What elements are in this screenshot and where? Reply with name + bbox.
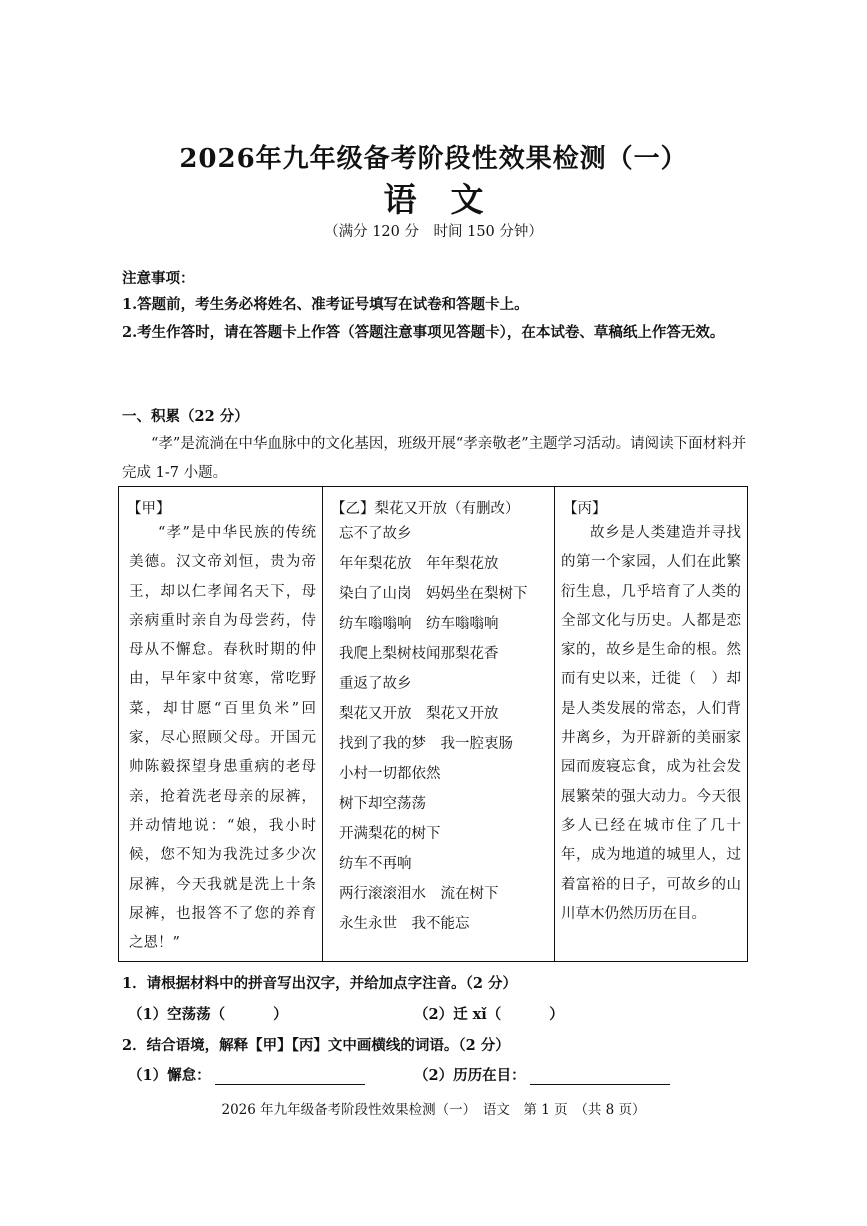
q2-part1-label: （1）懈怠： — [128, 1067, 211, 1084]
section-heading: 一、积累（22 分） — [122, 408, 249, 425]
q1-part2-end: ） — [549, 1006, 564, 1023]
q1-part1-end: ） — [273, 1006, 288, 1023]
q1-part2-label: （2）迁 xǐ（ — [414, 1006, 502, 1023]
question-2-part-1 — [128, 1064, 365, 1085]
poem-line: 找到了我的梦 我一腔衷肠 — [339, 736, 513, 752]
notice-item-1: 1.答题前，考生务必将姓名、准考证号填写在试卷和答题卡上。 — [122, 296, 529, 313]
answer-blank[interactable] — [530, 1068, 670, 1085]
q1-part1-label: （1）空荡荡（ — [128, 1006, 226, 1023]
q2-part2-label: （2）历历在目： — [414, 1067, 526, 1084]
poem-line: 梨花又开放 梨花又开放 — [339, 706, 499, 722]
poem-line: 染白了山岗 妈妈坐在梨树下 — [339, 586, 528, 602]
poem-line: 纺车不再响 — [339, 856, 412, 872]
question-1-part-2 — [414, 1003, 564, 1024]
poem-line: 重返了故乡 — [339, 676, 412, 692]
poem-line: 忘不了故乡 — [339, 526, 412, 542]
poem-line: 两行滚滚泪水 流在树下 — [339, 886, 499, 902]
material-yi-label: 【乙】梨花又开放（有删改） — [331, 501, 520, 517]
question-2-part-2 — [414, 1064, 670, 1085]
material-jia-text: “孝”是中华民族的传统美德。汉文帝刘恒，贵为帝王，却以仁孝闻名天下，母亲病重时亲自为母尝药，侍母从不懈怠。春秋时期的仲由，早年家中贫寒，常吃野菜，却甘愿“百里负米”回家，尽心照顾父母。开国元帅陈毅探望身患重病的老母亲，抢着洗老母亲的尿裤，并动情地说：“娘，我小时候，您不知为我洗过多少次尿裤，今天我就是洗上十条尿裤，也报答不了您的养育之恩！” — [129, 525, 316, 952]
exam-title: 2026年九年级备考阶段性效果检测（一） — [179, 144, 688, 174]
section-intro: “孝”是流淌在中华血脉中的文化基因，班级开展“孝亲敬老”主题学习活动。请阅读下面材料并完成 1-7 小题。 — [122, 436, 747, 481]
poem-line: 永生永世 我不能忘 — [339, 916, 470, 932]
poem-line: 年年梨花放 年年梨花放 — [339, 556, 499, 572]
poem-line: 开满梨花的树下 — [339, 826, 441, 842]
material-table — [118, 486, 748, 962]
material-jia-label: 【甲】 — [127, 501, 171, 517]
poem-line: 我爬上梨树枝闻那梨花香 — [339, 646, 499, 662]
question-2: 2．结合语境，解释【甲】【丙】文中画横线的词语。（2 分） — [122, 1037, 510, 1054]
material-yi — [323, 487, 555, 961]
question-1: 1．请根据材料中的拼音写出汉字，并给加点字注音。（2 分） — [122, 975, 517, 992]
notice-heading: 注意事项： — [122, 270, 195, 287]
material-bing-text: 故乡是人类建造并寻找的第一个家园，人们在此繁衍生息，几乎培育了人类的全部文化与历史。人都是恋家的，故乡是生命的根。然而有史以来，迁徙（ ）却是人类发展的常态，人们背井离乡，为开辟新的美丽家园而废寝忘食，成为社会发展繁荣的强大动力。今天很多人已经在城市住了几十年，成为地道的城里人，过着富裕的日子，可故乡的山川草木仍然历历在目。 — [561, 525, 741, 922]
poem-lines — [339, 519, 554, 939]
question-1-part-1 — [128, 1003, 288, 1024]
exam-info: （满分 120 分 时间 150 分钟） — [324, 224, 543, 240]
answer-blank[interactable] — [215, 1068, 365, 1085]
material-bing-label: 【丙】 — [563, 501, 607, 517]
poem-line: 纺车嗡嗡响 纺车嗡嗡响 — [339, 616, 499, 632]
poem-line: 树下却空荡荡 — [339, 796, 426, 812]
notice-item-2: 2.考生作答时，请在答题卡上作答（答题注意事项见答题卡），在本试卷、草稿纸上作答无效。 — [122, 324, 725, 341]
material-jia — [119, 487, 323, 961]
material-bing — [555, 487, 747, 961]
page-footer: 2026 年九年级备考阶段性效果检测（一） 语文 第 1 页 （共 8 页） — [221, 1102, 646, 1118]
subject-title: 语文 — [383, 180, 518, 219]
poem-line: 小村一切都依然 — [339, 766, 441, 782]
